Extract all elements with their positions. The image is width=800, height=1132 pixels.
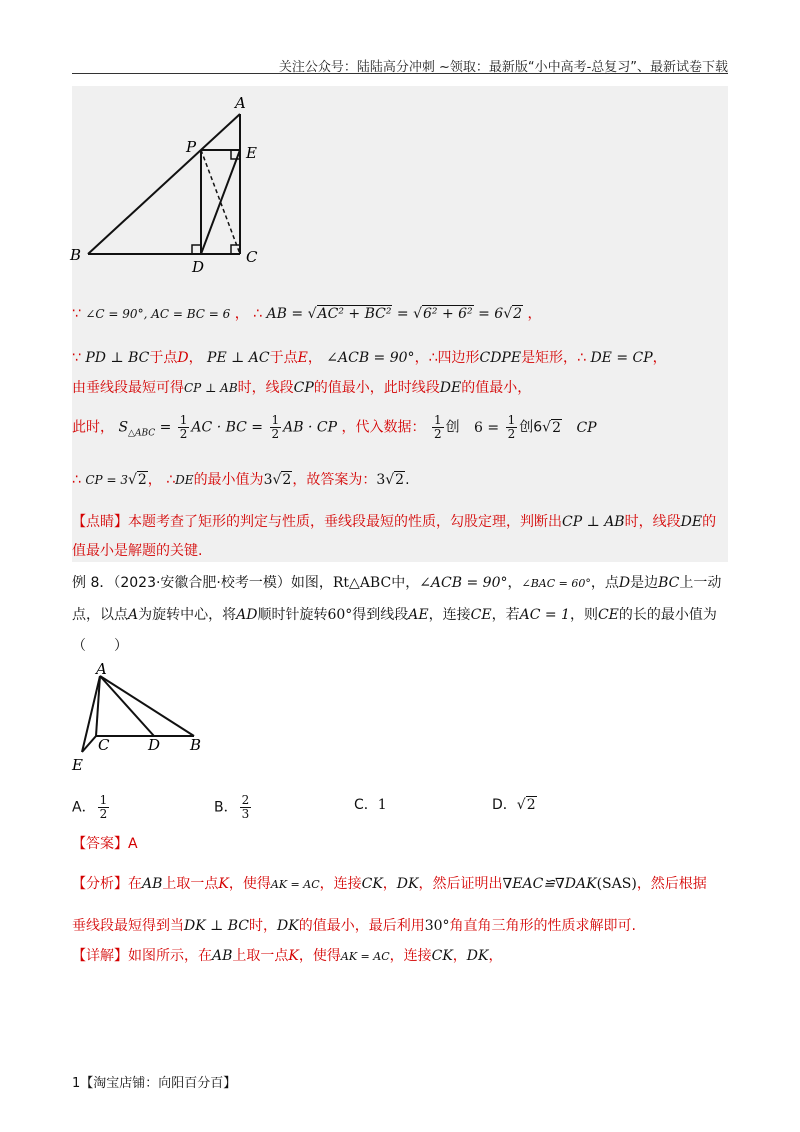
label-D: D (192, 258, 205, 272)
solution-line-5: ∴ CP = 3√2， ∴DE的最小值为3√2，故答案为：3√2. (72, 472, 410, 488)
figure-2-triangle (70, 662, 220, 774)
option-b: B． $\frac{2}{3}$ (214, 793, 250, 821)
solution-line-3: 由垂线段最短可得CP ⊥ AB时，线段CP的值最小，此时线段DE的值最小， (72, 380, 532, 396)
option-d: D．√2 (492, 797, 536, 813)
edge-AB (88, 114, 240, 254)
solution-line-7: 值最小是解题的关键. (72, 543, 203, 559)
figure-1-triangle (68, 92, 268, 272)
label-B: B (190, 736, 202, 754)
example8-line-2: 点，以点A为旋转中心，将AD顺时针旋转60°得到线段AE，连接CE，若AC = 1，则CE的长的最小值为 (72, 607, 717, 623)
example8-line-3: （ ） (72, 638, 128, 654)
example8-line-1: 例 8．（2023·安徽合肥·校考一模）如图，Rt△ABC中，∠ACB = 90°，∠BAC = 60°，点D是边BC上一动 (72, 575, 722, 591)
solution-line-2: ∵ PD ⊥ BC于点D， PE ⊥ AC于点E， ∠ACB = 90°，∴四边形CDPE是矩形，∴ DE = CP， (72, 350, 667, 366)
answer-tag: 【答案】 (72, 836, 128, 852)
label-A: A (235, 94, 246, 112)
page-header: 关注公众号：陆陆高分冲刺 ~领取：最新版“小中高考-总复习”、最新试卷下载 (278, 60, 728, 75)
page-footer: 1【淘宝店铺：向阳百分百】 (72, 1076, 237, 1091)
detail-line-1: 【详解】如图所示，在AB上取一点K，使得AK = AC，连接CK，DK， (72, 948, 503, 964)
analysis-line-2: 垂线段最短得到当DK ⊥ BC时，DK的值最小，最后利用30°角直角三角形的性质求解即可. (72, 918, 636, 934)
dianjing-tag: 【点睛】 (72, 514, 128, 530)
analysis-tag: 【分析】 (72, 876, 128, 892)
solution-line-6: 【点睛】本题考查了矩形的判定与性质，垂线段最短的性质，勾股定理，判断出CP ⊥ AB时，线段DE的 (72, 514, 717, 530)
answer-line: 【答案】A (72, 836, 138, 852)
label-E: E (72, 756, 83, 774)
label-D: D (148, 736, 161, 754)
solution-line-4: 此时， $S_{\triangle ABC}$ = $\frac{1}{2}$ AC · BC = $\frac{1}{2}$ AB · CP ，代入数据： $\frac{1}{2}$ 创 6 = $\frac{1}{2}$ 创6√2 CP (72, 413, 597, 441)
label-C: C (98, 736, 110, 754)
label-E: E (246, 144, 257, 162)
detail-tag: 【详解】 (72, 948, 128, 964)
option-c: C．1 (354, 797, 387, 813)
label-A: A (96, 662, 107, 678)
label-B: B (70, 246, 82, 264)
option-a: A． $\frac{1}{2}$ (72, 793, 108, 821)
analysis-line-1: 【分析】在AB上取一点K，使得AK = AC，连接CK，DK，然后证明出∇EAC≌∇DAK(SAS)，然后根据 (72, 876, 707, 892)
label-C: C (246, 248, 258, 266)
header-rule (72, 73, 728, 74)
solution-line-1: ∵ ∠C = 90°, AC = BC = 6 ， ∴ AB = √AC² + BC² = √6² + 6² = 6√2 ， (72, 306, 542, 322)
label-P: P (186, 138, 197, 156)
right-angle-mark-D (192, 245, 201, 254)
